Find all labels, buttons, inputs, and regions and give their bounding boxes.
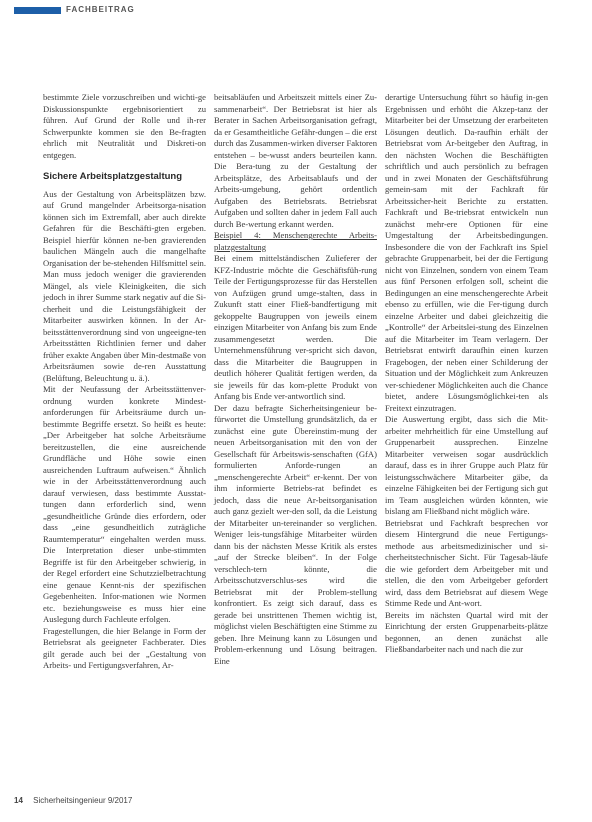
page-number: 14 bbox=[14, 796, 23, 805]
example-heading: Beispiel 4: Menschengerechte Arbeits-platzgestaltung bbox=[214, 230, 377, 252]
text-column-3 bbox=[385, 92, 548, 656]
body-paragraph: bestimmte Ziele vorzuschreiben und wichti-ge Diskussionspunkte ergebnisorientiert zu führen. Auf Grund der Rolle und ih-rer Schwerpunkte kommen sie den Be-fragten ehrlich mit Neutralität und Diskreti-on entgegen. bbox=[43, 92, 206, 160]
publication-name: Sicherheitsingenieur 9/2017 bbox=[33, 796, 133, 805]
text-column-2 bbox=[214, 92, 377, 667]
text-column-1 bbox=[43, 92, 206, 672]
body-paragraph: Bereits im nächsten Quartal wird mit der Einrichtung der ersten Gruppenarbeits-plätze begonnen, an denen zunächst alle Fließbandarbeiter nach und nach die zur bbox=[385, 609, 548, 654]
section-heading: Sichere Arbeitsplatzgestaltung bbox=[43, 171, 183, 182]
body-paragraph: derartige Untersuchung führt so häufig in-gen Ergebnissen und erhöht die Akzep-tanz der Mitarbeiter bei der Umsetzung der erarbeiteten Lösungen deutlich. Da-raufhin erhält der Betriebsrat vom Ar-beitgeber den Auftrag, in den nächsten Wochen die Beschäftigten schriftlich und auch persönlich zu befragen und in zwei Monaten der Geschäftsführung gemein-sam mit der Fachkraft für Arbeitssicher-heit Berichte zu erstatten. Fachkraft und Be-triebsrat entwickeln nun zunächst mehr-ere Optionen für eine Umgestaltung der Arbeitsbedingungen. Insbesondere die von der Fachkraft ins Spiel gebrachte Gruppenarbeit, bei der die Fertigung nicht von Einzelnen, sondern von einem Team aus fünf Personen erfolgen soll, scheint die Bedingungen an eine menschengerechte Arbeit ebenso zu erfüllen, wie die Fer-tigung durch einzelne Arbeiter und dabei gleichzeitig die „Kontrolle“ der Arbeitslei-stung des Einzelnen auf die Mitarbeiter im Team verlagern. Der Betriebsrat entwirft daraufhin einen kurzen Fragebogen, der neben einer Schilderung der Situation und der Möglichkeit zum Ankreuzen ver-schiedener Möglichkeiten auch die Chance bietet, andere Lösungsmöglichkei-ten als Freitext einzutragen. bbox=[385, 92, 548, 413]
page-footer bbox=[14, 796, 132, 805]
body-paragraph: beitsabläufen und Arbeitszeit mittels einer Zu-sammenarbeit“. Der Betriebsrat ist hier als Berater in Sachen Arbeitsorganisation gefragt, da er Gesamtheitliche Gefähr-dungen – die erst durch das Zusammen-wirken diverser Faktoren entstehen – be-wusst anders beurteilen kann. Die Bera-tung zu der Gestaltung der Arbeitsplätze, des Arbeitsablaufs und der Arbeits-umgebung, gehört ordentlich Aufgaben des Betriebsrats. Betriebsrat Aufgaben und sollten daher in jedem Fall auch durch Be-wertung erkannt werden. bbox=[214, 92, 377, 229]
body-paragraph: Bei einem mittelständischen Zulieferer der KFZ-Industrie möchte die Geschäftsfüh-rung Teile der Fertigungsprozesse für das Herstellen von Aufzügen grund umge-stalten, dass in Zukunft statt einer Fließ-bandfertigung mit gekoppelte Baugruppen von jeweils einem einzigen Mitarbeiter von Anfang bis zum Ende zusammengesetzt werden. Die Unternehmensführung ver-spricht sich davon, dass die Mitarbeiter die Baugruppen in deutlich höherer Qualität fertigen werden, da sie jeweils für das kom-plette Produkt von Anfang bis Ende ver-antwortlich sind. bbox=[214, 253, 377, 401]
body-paragraph: Die Auswertung ergibt, dass sich die Mit-arbeiter mehrheitlich für eine Umstellung auf Gruppenarbeit aussprechen. Einzelne Mitarbeiter verweisen sogar ausdrücklich darauf, dass es in ihrer Gruppe auch Platz für leistungsschwächere Mitarbeiter gäbe, da einzelne Fähigkeiten bei der Fertigung sich gut im Team ausgleichen würden könnten, wie bislang am Fließband nicht möglich wäre. bbox=[385, 414, 548, 516]
body-paragraph: Mit der Neufassung der Arbeitsstättenver-ordnung wurden konkrete Mindest-anforderungen für Arbeitsräume durch un-bestimmte Begriffe ersetzt. So heißt es heute: „Der Arbeitgeber hat solche Arbeitsräume bereitzustellen, die eine ausreichende Grundfläche und Höhe sowie einen ausreichenden Luftraum aufweisen.“ Ähnlich wie in der Arbeitsstättenverordnung auch darauf verwiesen, dass bestimmte Ausstat-tungen dann erforderlich sind, wenn „gesundheitliche Gründe dies erfordern, oder dass „eine gesundheitlich zuträgliche Raumtemperatur“ eingehalten werden muss. Die Interpretation dieser unbe-stimmten Begriffe ist für den Arbeitgeber schwierig, in der Regel erfordert eine Schutzzielbetrachtung eine genaue Kennt-nis der spezifischen Gegebenheiten. Infor-mationen wie Normen etc. beziehungsweise es muss hier eine Auslegung durch Fachleute erfolgen. bbox=[43, 384, 206, 624]
section-color-bar bbox=[14, 7, 61, 14]
body-paragraph: Fragestellungen, die hier Belange in Form der Betriebsrat als geeigneter Fachberater. Dies gilt gerade auch bei der „Gestaltung von Arbeits- und Fertigungsverfahren, Ar- bbox=[43, 625, 206, 670]
section-tag: FACHBEITRAG bbox=[66, 5, 135, 14]
body-paragraph: Aus der Gestaltung von Arbeitsplätzen bzw. auf Grund mangelnder Arbeitsorga-nisation können sich im Extremfall, aber auch direkte Gefahren für die Beschäfti-gten ergeben. Beispiel hierfür können ne-ben gravierenden baulichen Mängeln auch die mangelhafte Organisation der be-stehenden Hilfsmittel sein. Man muss jedoch weniger die gravierenden Mängel, als viele Kleinigkeiten, die sich jedoch in ihrer Summe stark negativ auf die Si-cherheit und die Leistungsfähigkeit der Mitarbeiter auswirken können. In der Ar-beitsstättenverordnung sind von ungeeigne-ten Arbeitsstätten Richtlinien ferner und daher früher exakte Angaben über Min-destmaße von Arbeitsräumen sowie de-ren Ausstattung (Belüftung, Beleuchtung u. ä.). bbox=[43, 188, 206, 383]
body-paragraph: Der dazu befragte Sicherheitsingenieur be-fürwortet die Umstellung grundsätzlich, da er zunächst eine gute Übereinstim-mung der neuen Arbeitsorganisation mit den von der Gesellschaft für Arbeitswis-senschaften (GfA) formulierten Anforde-rungen an „menschengerechte Arbeit“ er-kennt. Der von ihm informierte Betriebs-rat befindet es jedoch, dass die neue Ar-beitsorganisation auch ganz gezielt wer-den soll, da die Leistung der Mitarbeiter un-tereinander so verglichen. Weniger leis-tungsfähige Mitarbeiter würden dann bis der nächsten Messe Kritik als erstes „auf der Strecke bleiben“. In der Folge verschlech-tern könnte, die Arbeitsschutzverschlus-ses wird die Betriebsrat mit der Problem-stellung konfrontiert. Es zeigt sich darauf, dass es gerade bei unstrittenen Themen wichtig ist, möglichst vielen Beschäftigten eine Stimme zu geben. Ihre Meinung kann zu Lösungen und Problem-erkennung und Lösung beitragen. Eine bbox=[214, 402, 377, 666]
body-paragraph: Betriebsrat und Fachkraft besprechen vor diesem Hintergrund die neue Fertigungs-methode aus arbeitsmedizinischer und si-cherheitstechnischer Sicht. Für Tagesab-läufe die wie gefordert dem Arbeitgeber mit und stellen, die den vom Arbeitgeber gefordert wird, dass dem Betriebsrat auf diesem Wege Stimme Rede und Ant-wort. bbox=[385, 517, 548, 608]
